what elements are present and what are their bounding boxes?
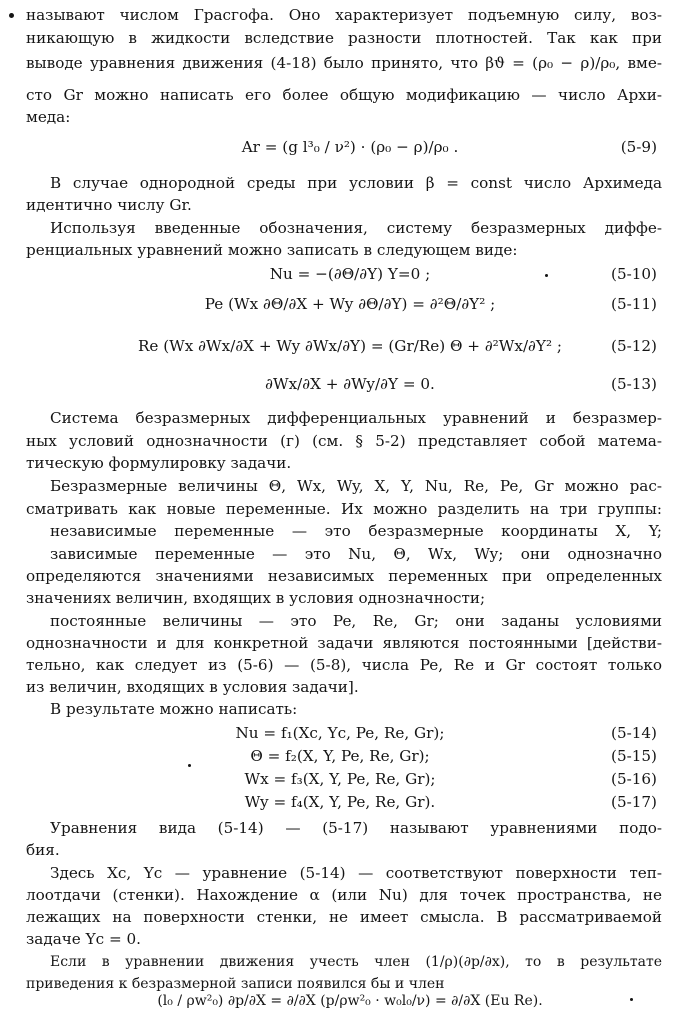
text-line: определяются значениями независимых переменных при определенных <box>26 567 662 585</box>
equation: Nu = −(∂Θ/∂Y) Y=0 ; <box>269 265 431 283</box>
margin-dot <box>188 764 191 767</box>
equation: ∂Wx/∂X + ∂Wy/∂Y = 0. <box>265 375 435 393</box>
equation: Θ = f₂(X, Y, Pe, Re, Gr); <box>250 747 430 765</box>
equation: Wy = f₄(X, Y, Pe, Re, Gr). <box>244 793 436 811</box>
equation: Ar = (g l³₀ / ν²) · (ρ₀ − ρ)/ρ₀ . <box>241 138 459 156</box>
text-line: Если в уравнении движения учесть член (1/ρ)(∂p/∂x), то в результате <box>50 954 662 970</box>
text-line: постоянные величины — это Pe, Re, Gr; они заданы условиями <box>50 612 662 630</box>
text-line: ренциальных уравнений можно записать в следующем виде: <box>26 241 518 259</box>
text-line: сматривать как новые переменные. Их можно разделить на три группы: <box>26 500 662 518</box>
text-line: ных условий однозначности (г) (см. § 5-2) представляет собой матема- <box>26 432 662 450</box>
margin-dot <box>9 13 14 18</box>
text-line: Используя введенные обозначения, систему безразмерных диффе- <box>50 219 662 237</box>
text-line: задаче Yc = 0. <box>26 930 142 948</box>
equation-number: (5-16) <box>611 770 657 788</box>
text-line: бия. <box>26 841 60 859</box>
text-line: сто Gr можно написать его более общую модификацию — число Архи- <box>26 86 662 104</box>
equation-number: (5-14) <box>611 724 657 742</box>
equation-number: (5-10) <box>611 265 657 283</box>
text-line: независимые переменные — это безразмерные координаты X, Y; <box>50 522 662 540</box>
equation: Wx = f₃(X, Y, Pe, Re, Gr); <box>244 770 436 788</box>
text-line: Безразмерные величины Θ, Wx, Wy, X, Y, Nu, Re, Pe, Gr можно рас- <box>50 477 662 495</box>
text-line: приведения к безразмерной записи появился бы и член <box>26 976 445 992</box>
text-line: лоотдачи (стенки). Нахождение α (или Nu) для точек пространства, не <box>26 886 662 904</box>
text-line: называют числом Грасгофа. Оно характеризует подъемную силу, воз- <box>26 6 662 24</box>
text-line: однозначности и для конкретной задачи являются постоянными [действи- <box>26 634 662 652</box>
text-line: Система безразмерных дифференциальных уравнений и безразмер- <box>50 409 662 427</box>
text-line: меда: <box>26 108 71 126</box>
text-line: идентично числу Gr. <box>26 196 192 214</box>
equation: Pe (Wx ∂Θ/∂X + Wy ∂Θ/∂Y) = ∂²Θ/∂Y² ; <box>204 295 496 313</box>
text-line: Уравнения вида (5-14) — (5-17) называют уравнениями подо- <box>50 819 662 837</box>
equation-number: (5-12) <box>611 337 657 355</box>
equation-number: (5-11) <box>611 295 657 313</box>
equation-number: (5-15) <box>611 747 657 765</box>
equation: Re (Wx ∂Wx/∂X + Wy ∂Wx/∂Y) = (Gr/Re) Θ + ∂²Wx/∂Y² ; <box>138 337 562 355</box>
text-line: лежащих на поверхности стенки, не имеет смысла. В рассматриваемой <box>26 908 662 926</box>
margin-dot <box>545 274 548 277</box>
text-line: тическую формулировку задачи. <box>26 454 292 472</box>
text-line: из величин, входящих в условия задачи]. <box>26 678 359 696</box>
equation-number: (5-17) <box>611 793 657 811</box>
text-line: выводе уравнения движения (4-18) было принято, что βϑ = (ρ₀ − ρ)/ρ₀, вме- <box>26 54 662 72</box>
margin-dot <box>630 998 633 1001</box>
text-line: Здесь Xc, Yc — уравнение (5-14) — соответствуют поверхности теп- <box>50 864 662 882</box>
equation: Nu = f₁(Xc, Yc, Pe, Re, Gr); <box>235 724 445 742</box>
equation-number: (5-13) <box>611 375 657 393</box>
text-line: никающую в жидкости вследствие разности плотностей. Так как при <box>26 29 662 47</box>
text-line: В случае однородной среды при условии β = const число Архимеда <box>50 174 662 192</box>
equation-number: (5-9) <box>620 138 657 156</box>
text-line: зависимые переменные — это Nu, Θ, Wx, Wy; они однозначно <box>50 545 662 563</box>
text-line: тельно, как следует из (5-6) — (5-8), числа Pe, Re и Gr состоят только <box>26 656 662 674</box>
text-line: В результате можно написать: <box>50 700 298 718</box>
text-line: значениях величин, входящих в условия однозначности; <box>26 589 486 607</box>
equation: (l₀ / ρw²₀) ∂p/∂X = ∂/∂X (p/ρw²₀ · w₀l₀/ν) = ∂/∂X (Eu Re). <box>157 993 543 1009</box>
